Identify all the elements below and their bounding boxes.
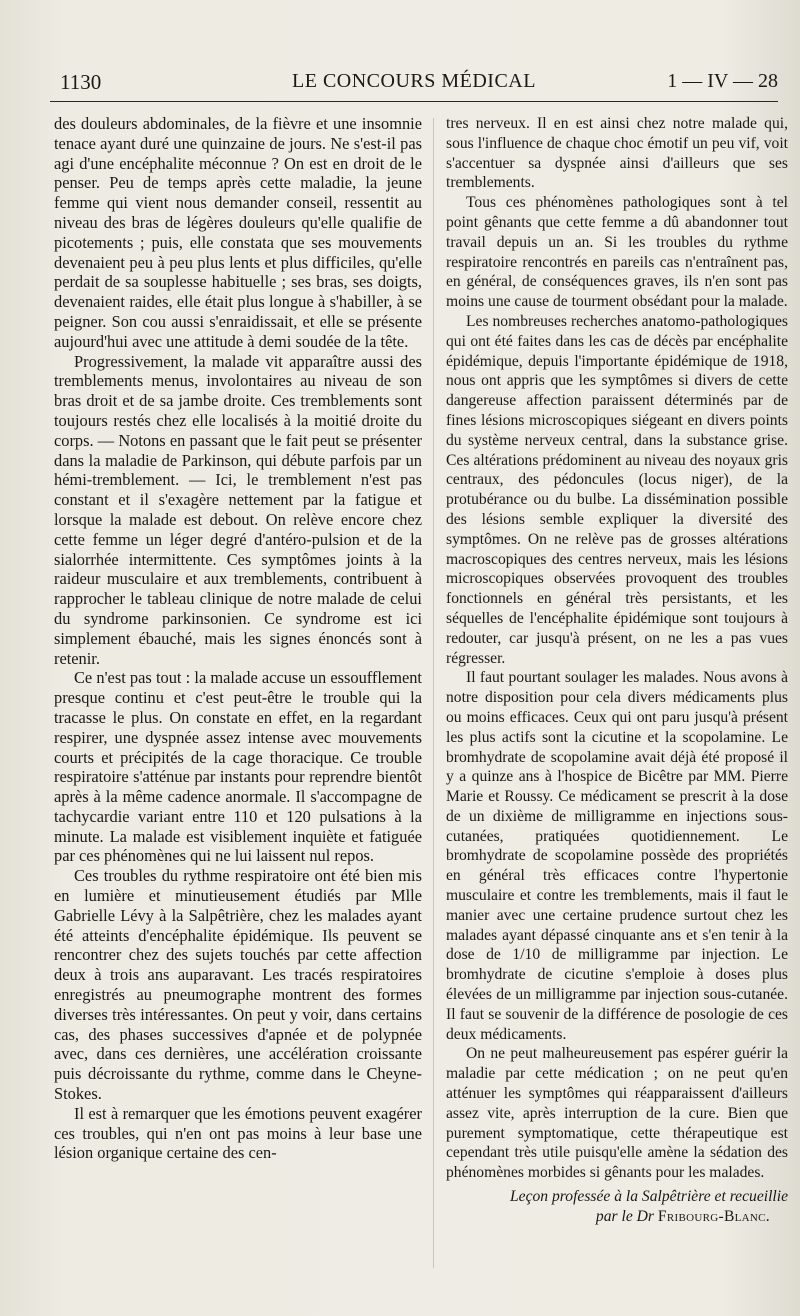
page-header bbox=[50, 70, 778, 100]
signature-block bbox=[446, 1187, 788, 1227]
paragraph: Ce n'est pas tout : la malade accuse un essoufflement presque continu et c'est peut-être le trouble qui la tracasse le plus. On constate en effet, en la regardant respirer, une dyspnée assez intense avec mouvements courts et précipités de la cage thoracique. Ce trouble respiratoire s'atténue par instants pour reprendre bientôt après à la même cadence anormale. Il s'accompagne de tachycardie variant entre 110 et 120 pulsations à la minute. La malade est visiblement inquiète et fatiguée par ces phénomènes qui ne lui laissent nul repos. bbox=[54, 668, 422, 866]
paragraph: Progressivement, la malade vit apparaître aussi des tremblements menus, involontaires au niveau de son bras droit et de sa jambe droite. Ces tremblements sont toujours restés chez elle localisés à la moitié droite du corps. — Notons en passant que le fait peut se présenter dans la maladie de Parkinson, qui débute parfois par un hémi-tremblement. — Ici, le tremblement n'est pas constant et il s'exagère nettement par la fatigue et lorsque la malade est debout. On relève encore chez cette femme un léger degré d'antéro-pulsion et de la sialorrhée intermittente. Ces symptômes joints à la raideur musculaire et aux tremblements, contribuent à rapprocher le tableau clinique de notre malade de celui du syndrome parkinsonien. Ce syndrome est ici simplement ébauché, mais les signes énoncés sont à retenir. bbox=[54, 351, 422, 668]
signature-author-line bbox=[446, 1207, 788, 1227]
paragraph: des douleurs abdominales, de la fièvre et une insomnie tenace ayant duré une quinzaine de jours. Ne s'est-il pas agi d'une encéphalite méconnue ? On est en droit de le penser. Peu de temps après cette maladie, la jeune femme qui vient nous demander conseil, ressentit au niveau des bras de légères douleurs qu'elle qualifie de picotements ; puis, elle constata que ses mouvements devenaient peu à peu plus lents et plus difficiles, qu'elle perdait de sa souplesse habituelle ; ses bras, ses doigts, devenaient raides, elle était plus longue à s'habiller, à se peigner. Son cou aussi s'enraidissait, et elle se présente aujourd'hui avec une attitude à demi soudée de la tête. bbox=[54, 114, 422, 351]
signature-credit: Leçon professée à la Salpêtrière et recueillie bbox=[509, 1188, 788, 1206]
page-number: 1130 bbox=[60, 70, 102, 94]
paragraph: Tous ces phénomènes pathologiques sont à tel point gênants que cette femme a dû abandonner tout travail depuis un an. Si les troubles du rythme respiratoire rencontrés en pareils cas n'entraînent pas, en général, de conséquences graves, ils n'en sont pas moins une cause de tourment obsédant pour la malade. bbox=[446, 194, 788, 311]
paragraph: On ne peut malheureusement pas espérer guérir la maladie par cette médication ; on ne peut qu'en atténuer les symptômes qui réapparaissent d'ailleurs assez vite, après interruption de la cure. Bien que purement symptomatique, cette thérapeutique est cependant très utile puisqu'elle amène la sédation des phénomènes morbides si gênants pour les malades. bbox=[446, 1045, 788, 1182]
signature-by: par le Dr bbox=[595, 1207, 654, 1225]
author-name: Fribourg-Blanc. bbox=[657, 1207, 770, 1225]
right-column bbox=[446, 114, 788, 1227]
paragraph: Il faut pourtant soulager les malades. Nous avons à notre disposition pour cela divers médicaments plus ou moins efficaces. Ceux qui ont paru jusqu'à présent les plus actifs sont la cicutine et la scopolamine. Le bromhydrate de scopolamine avait déjà été proposé il y a quinze ans à l'hospice de Bicêtre par MM. Pierre Marie et Roussy. Ce médicament se prescrit à la dose de un dixième de milligramme en injections sous-cutanées, pratiquées quotidiennement. Le bromhydrate de scopolamine possède des propriétés en général très efficaces contre l'hypertonie musculaire et contre les tremblements, mais il faut le manier avec une certaine prudence surtout chez les malades ayant dépassé cinquante ans et s'en tenir à la dose de 1/10 de milligramme par injection. Le bromhydrate de cicutine s'emploie à doses plus élevées de un milligramme par injection sous-cutanée. Il faut se souvenir de la différence de posologie de ces deux médicaments. bbox=[446, 669, 788, 1043]
journal-title: LE CONCOURS MÉDICAL bbox=[292, 70, 536, 92]
left-column bbox=[54, 114, 422, 1163]
header-rule bbox=[50, 101, 778, 102]
paragraph: tres nerveux. Il en est ainsi chez notre malade qui, sous l'influence de chaque choc émotif un peu vif, voit s'accentuer sa dyspnée ainsi d'ailleurs que ses tremblements. bbox=[446, 115, 788, 192]
issue-date: 1 — IV — 28 bbox=[667, 70, 778, 92]
column-divider bbox=[433, 118, 434, 1268]
paragraph: Ces troubles du rythme respiratoire ont été bien mis en lumière et minutieusement étudiés par Mlle Gabrielle Lévy à la Salpêtrière, chez les malades ayant été atteints d'encéphalite épidémique. Ils peuvent se rencontrer chez des sujets touchés par cette affection deux à trois ans auparavant. Les tracés respiratoires enregistrés au pneumographe montrent des formes diverses très intéressantes. On peut y voir, dans certains cas, des phases successives d'apnée et de polypnée avec, dans ces dernières, une accélération croissante puis décroissante du rythme, comme dans le Cheyne-Stokes. bbox=[54, 866, 422, 1104]
paragraph: Il est à remarquer que les émotions peuvent exagérer ces troubles, qui n'en ont pas moins à leur base une lésion organique certaine des cen- bbox=[54, 1103, 422, 1163]
paragraph: Les nombreuses recherches anatomo-pathologiques qui ont été faites dans les cas de décès par encéphalite épidémique, depuis l'importante épidémique de 1918, nous ont appris que les symptômes si divers de cette dangereuse affection paraissent déterminés par de fines lésions microscopiques siégeant en divers points du système nerveux central, dans la substance grise. Ces altérations prédominent au niveau des noyaux gris centraux, des pédoncules (locus niger), de la protubérance ou du bulbe. La dissémination possible des lésions semble expliquer la diversité des symptômes. On ne relève pas de grosses altérations macroscopiques des centres nerveux, mais les lésions microscopiques observées provoquent des troubles fonctionnels en général très persistants, et les séquelles de l'encéphalite épidémique sont toujours à redouter, car jusqu'à présent, on ne les a pas vues régresser. bbox=[446, 312, 788, 667]
